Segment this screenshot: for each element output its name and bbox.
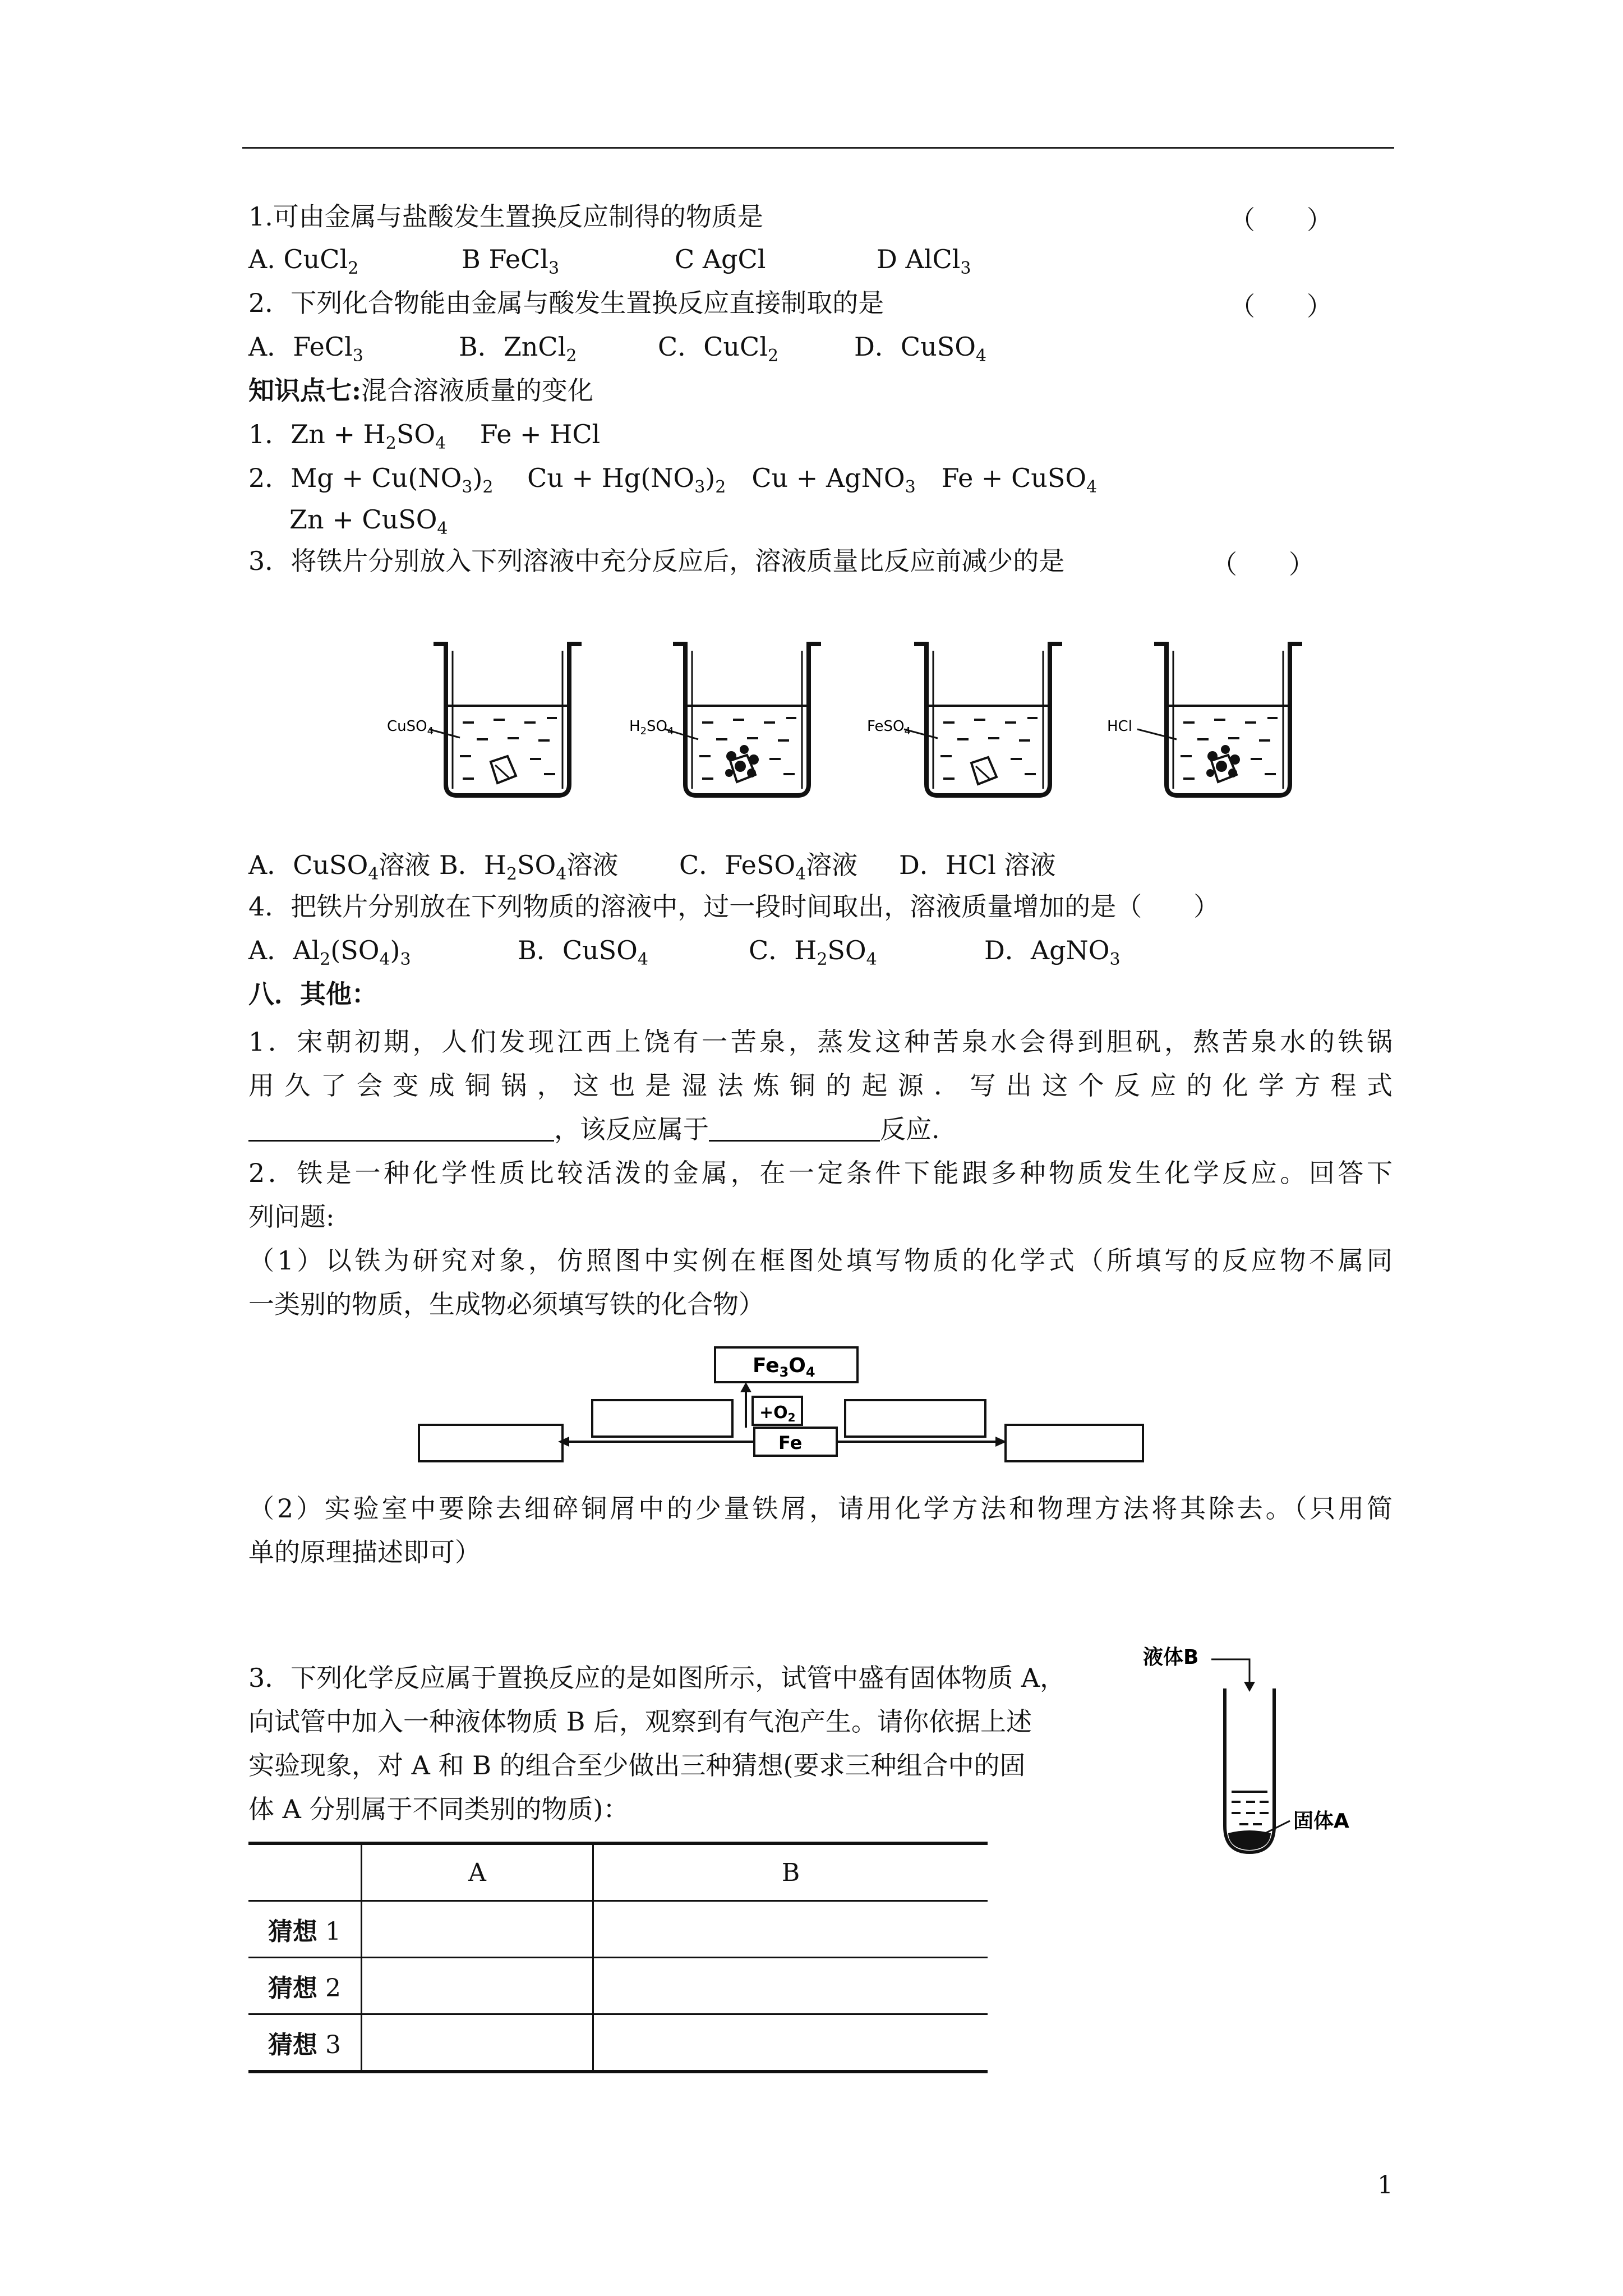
- table-header-cell: B: [593, 1843, 988, 1901]
- option-c: C．FeSO$_4$溶液: [679, 850, 858, 884]
- answer-cell-b[interactable]: [593, 1958, 988, 2014]
- page-number: 1: [1377, 2171, 1393, 2200]
- reaction-list-2: 2．$Mg + Cu(NO_3)_2$ $Cu + Hg(NO_3)_2$ Cu + AgNO$_3$ Fe + CuSO$_4$: [248, 463, 1098, 497]
- option-b: B．ZnCl$_2$: [459, 332, 577, 366]
- beaker-label-feso4: FeSO$_4$: [867, 718, 911, 737]
- question-stem: 可由金属与盐酸发生置换反应制得的物质是: [273, 201, 763, 232]
- s8-q2-line1: 2．铁是一种化学性质比较活泼的金属，在一定条件下能跟多种物质发生化学反应。回答下: [248, 1158, 1393, 1188]
- option-b: B．$H_2SO_4$溶液: [439, 850, 619, 884]
- option-a: A．CuSO$_4$溶液: [248, 850, 431, 884]
- guess-table: [248, 1842, 988, 2073]
- option-a: A．$Al_2(SO_4)_3$: [248, 935, 411, 969]
- answer-cell-a[interactable]: [362, 1901, 593, 1958]
- reaction-type-blank[interactable]: [709, 1115, 880, 1142]
- option-b: B FeCl$_3$: [462, 244, 560, 278]
- option-d: D AlCl$_3$: [877, 244, 971, 278]
- s8-q2-line2: 列问题:: [248, 1202, 335, 1232]
- beaker-label-h2so4: $H_2SO_4$: [629, 718, 674, 737]
- center-label: Fe: [778, 1432, 803, 1453]
- option-d: D．AgNO$_3$: [984, 935, 1121, 969]
- liquid-b-label: 液体B: [1143, 1646, 1199, 1669]
- table-row: [248, 2014, 988, 2072]
- s8-q1-line3: ，该反应属于 反应.: [248, 1107, 1393, 1151]
- s8-q3-line2: 向试管中加入一种液体物质 B 后，观察到有气泡产生。请你依据上述: [248, 1706, 1032, 1737]
- table-row: [248, 1901, 988, 1958]
- row-label: 猜想 2: [248, 1958, 362, 2014]
- answer-bracket: （ ）: [1211, 549, 1315, 579]
- table-header-cell: A: [362, 1843, 593, 1901]
- table-row: [248, 1958, 988, 2014]
- s8-q1-line1: 1．宋朝初期，人们发现江西上饶有一苦泉，蒸发这种苦泉水会得到胆矾，熬苦泉水的铁锅: [248, 1027, 1393, 1057]
- s8-q3-line4: 体 A 分别属于不同类别的物质)：: [248, 1794, 629, 1824]
- option-c: C．$H_2SO_4$: [749, 935, 877, 969]
- equation-blank[interactable]: [248, 1115, 554, 1142]
- s8-q1-line2: 用久了会变成铜锅，这也是湿法炼铜的起源．写出这个反应的化学方程式: [248, 1070, 1393, 1101]
- reactant-box-right[interactable]: [845, 1400, 985, 1437]
- beaker-label-hcl: HCl: [1107, 718, 1132, 735]
- question-4: 4．把铁片分别放在下列物质的溶液中，过一段时间取出，溶液质量增加的是（ ）: [248, 891, 1220, 922]
- answer-cell-b[interactable]: [593, 2014, 988, 2072]
- section-8-heading: 八．其他：: [248, 979, 377, 1009]
- question-3-options: [248, 848, 1056, 882]
- answer-cell-a[interactable]: [362, 1958, 593, 2014]
- option-b: B．CuSO$_4$: [518, 935, 648, 969]
- s8-q3-line3: 实验现象，对 A 和 B 的组合至少做出三种猜想(要求三种组合中的固: [248, 1750, 1026, 1780]
- question-4-options: [248, 933, 1121, 967]
- option-d: D．CuSO$_4$: [854, 332, 987, 366]
- fe-reaction-diagram: [419, 1347, 1143, 1461]
- answer-cell-b[interactable]: [593, 1901, 988, 1958]
- answer-bracket: （ ）: [1229, 205, 1332, 235]
- s8-q2-line4: 一类别的物质，生成物必须填写铁的化合物）: [248, 1289, 764, 1319]
- reactant-box-left[interactable]: [592, 1400, 732, 1437]
- question-stem: 下列化合物能由金属与酸发生置换反应直接制取的是: [291, 288, 884, 318]
- solid-a-label: 固体A: [1293, 1810, 1349, 1833]
- reaction-list-2-cont: Zn + CuSO$_4$: [289, 504, 448, 539]
- option-a: A. CuCl$_2$: [248, 244, 359, 278]
- option-d: D．HCl 溶液: [899, 850, 1056, 880]
- knowledge-point-7-heading: 知识点七:混合溶液质量的变化: [248, 375, 593, 406]
- option-c: C．CuCl$_2$: [658, 332, 779, 366]
- reaction-list-1: 1．$Zn + H_2SO_4$ Fe + HCl: [248, 419, 601, 453]
- s8-q3-line1: 3．下列化学反应属于置换反应的是如图所示，试管中盛有固体物质 A，: [248, 1663, 1066, 1693]
- row-label: 猜想 1: [248, 1901, 362, 1958]
- s8-q2-line6: 单的原理描述即可）: [248, 1537, 481, 1567]
- kp7-question-3: 3．将铁片分别放入下列溶液中充分反应后，溶液质量比反应前减少的是: [248, 546, 1065, 576]
- question-2: 2．下列化合物能由金属与酸发生置换反应直接制取的是: [248, 288, 884, 318]
- question-number: 1.: [248, 201, 273, 232]
- product-box-left[interactable]: [419, 1425, 562, 1461]
- row-label: 猜想 3: [248, 2014, 362, 2072]
- product-box-right[interactable]: [1006, 1425, 1143, 1461]
- s8-q2-line3: （1）以铁为研究对象，仿照图中实例在框图处填写物质的化学式（所填写的反应物不属同: [248, 1245, 1393, 1276]
- answer-cell-a[interactable]: [362, 2014, 593, 2072]
- reagent-label: $+O_2$: [759, 1403, 796, 1424]
- option-c: C AgCl: [675, 244, 766, 274]
- option-a: A．FeCl$_3$: [248, 332, 363, 366]
- table-header-cell: [248, 1843, 362, 1901]
- s8-q2-line5: （2）实验室中要除去细碎铜屑中的少量铁屑，请用化学方法和物理方法将其除去。（只用简: [248, 1493, 1393, 1524]
- beaker-label-cuso4: CuSO$_4$: [387, 718, 434, 737]
- product-label: $Fe_3O_4$: [753, 1354, 815, 1380]
- table-header-row: [248, 1843, 988, 1901]
- answer-bracket: （ ）: [1229, 291, 1332, 321]
- test-tube-figure: [1143, 1646, 1349, 1852]
